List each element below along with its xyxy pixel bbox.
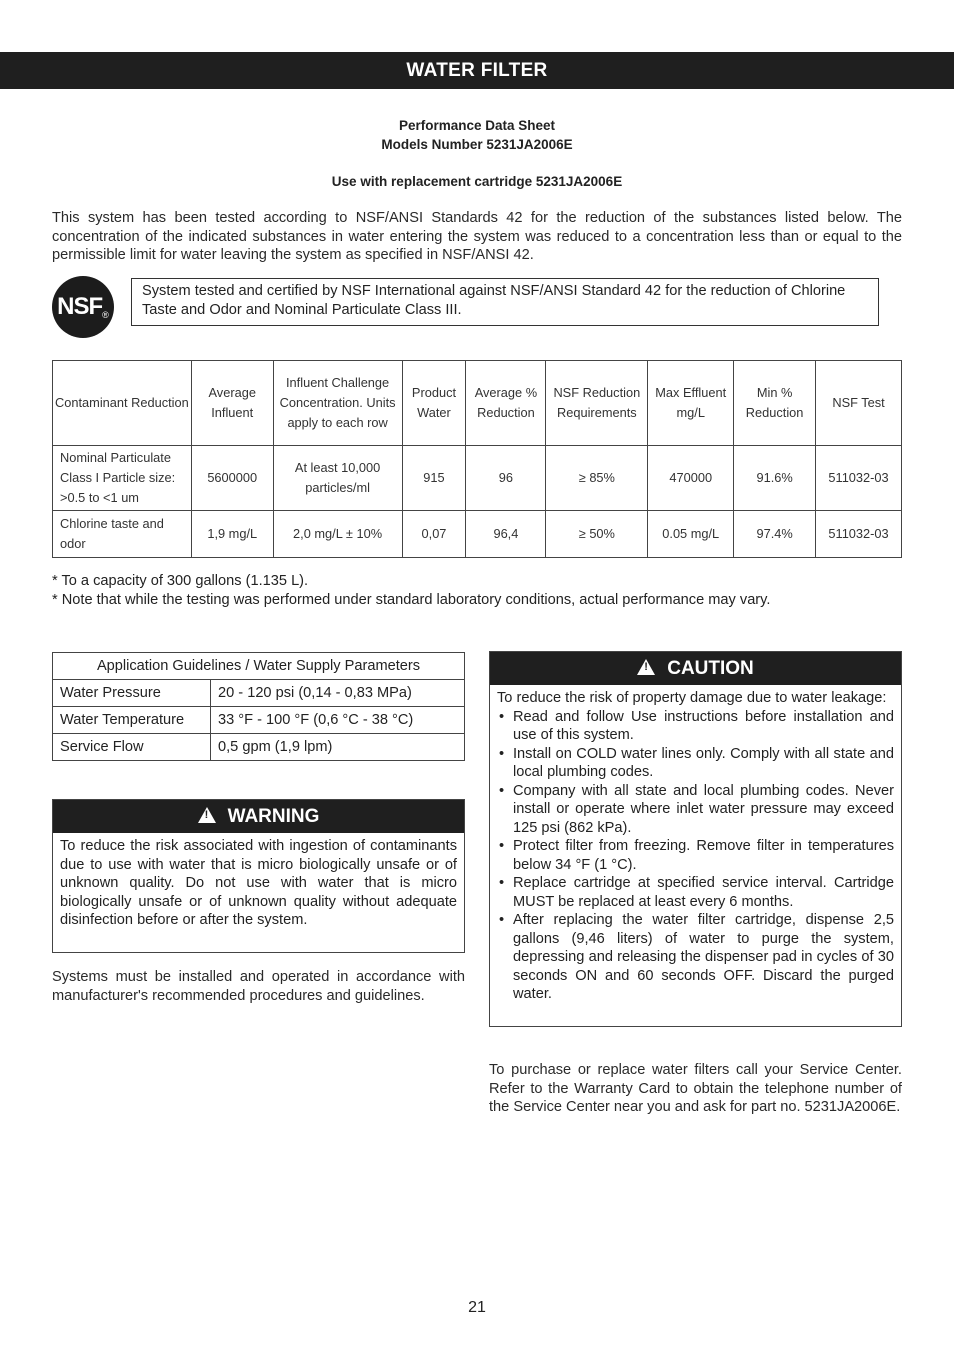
table-cell: ≥ 85%	[546, 446, 648, 511]
footnotes	[52, 572, 912, 610]
warning-box	[52, 799, 465, 953]
table-cell: 0.05 mg/L	[648, 511, 734, 558]
table-cell: At least 10,000 particles/ml	[273, 446, 402, 511]
table-cell: 511032-03	[816, 446, 902, 511]
parameter-value: 33 °F - 100 °F (0,6 °C - 38 °C)	[211, 707, 465, 734]
list-item: • Read and follow Use instructions before installation and use of this system.	[497, 708, 894, 745]
table-cell: ≥ 50%	[546, 511, 648, 558]
table-cell: 0,07	[402, 511, 466, 558]
page-title: WATER FILTER	[406, 60, 548, 81]
list-item: • Install on COLD water lines only. Comply with all state and local plumbing codes.	[497, 745, 894, 782]
parameter-label: Water Temperature	[53, 707, 211, 734]
warning-title: WARNING	[227, 806, 320, 827]
column-header: Min % Reduction	[734, 361, 816, 446]
table-cell: 470000	[648, 446, 734, 511]
column-header: Max Effluent mg/L	[648, 361, 734, 446]
caution-body	[490, 685, 901, 1006]
table-cell: 96	[466, 446, 546, 511]
header-bar	[0, 52, 954, 89]
footnote: * To a capacity of 300 gallons (1.135 L).	[52, 573, 309, 589]
parameter-value: 0,5 gpm (1,9 lpm)	[211, 734, 465, 761]
table-cell: 91.6%	[734, 446, 816, 511]
table-row	[53, 707, 465, 734]
column-header: Contaminant Reduction	[53, 361, 192, 446]
caution-list	[497, 708, 894, 1004]
caution-box	[489, 651, 902, 1027]
footnote: * Note that while the testing was performed under standard laboratory conditions, actual performance may vary.	[52, 592, 771, 608]
table-cell: 2,0 mg/L ± 10%	[273, 511, 402, 558]
table-header-row	[53, 653, 465, 680]
application-guidelines-table	[52, 652, 465, 761]
parameter-value: 20 - 120 psi (0,14 - 0,83 MPa)	[211, 680, 465, 707]
column-header: Influent Challenge Concentration. Units apply to each row	[273, 361, 402, 446]
list-item: • After replacing the water filter cartridge, dispense 2,5 gallons (9,46 liters) of water to purge the system, depressing and releasing the dispenser pad in cycles of 30 seconds ON and 60 seconds OFF. Discard the purged water.	[497, 911, 894, 1004]
caution-title: CAUTION	[667, 658, 754, 679]
column-header: Product Water	[402, 361, 466, 446]
replacement-cartridge: Use with replacement cartridge 5231JA2006E	[331, 174, 623, 189]
installation-note: Systems must be installed and operated in accordance with manufacturer's recommended procedures and guidelines.	[52, 969, 465, 1004]
warning-triangle-icon	[637, 659, 655, 675]
purchase-note: To purchase or replace water filters call your Service Center. Refer to the Warranty Card to obtain the telephone number of the Service Center near you and ask for part no. 5231JA2006E.	[489, 1062, 902, 1116]
table-row	[53, 446, 902, 511]
warning-triangle-icon	[198, 807, 216, 823]
table-cell: 97.4%	[734, 511, 816, 558]
page-number: 21	[468, 1299, 486, 1316]
table-cell: 1,9 mg/L	[191, 511, 273, 558]
caution-intro: To reduce the risk of property damage due to water leakage:	[497, 690, 887, 706]
parameter-label: Service Flow	[53, 734, 211, 761]
table-row	[53, 511, 902, 558]
column-header: NSF Reduction Requirements	[546, 361, 648, 446]
table-cell: Nominal Particulate Class I Particle size: >0.5 to <1 um	[53, 446, 192, 511]
parameter-label: Water Pressure	[53, 680, 211, 707]
table-header-row	[53, 361, 902, 446]
warning-header	[53, 800, 464, 833]
list-item: • Protect filter from freezing. Remove filter in temperatures below 34 °F (1 °C).	[497, 837, 894, 874]
nsf-logo: NSF®	[52, 276, 114, 338]
model-number: Models Number 5231JA2006E	[381, 137, 573, 152]
certification-box: System tested and certified by NSF International against NSF/ANSI Standard 42 for the reduction of Chlorine Taste and Odor and Nominal Particulate Class III.	[131, 278, 879, 326]
table-row	[53, 734, 465, 761]
table-cell: 915	[402, 446, 466, 511]
caution-header	[490, 652, 901, 685]
column-header: NSF Test	[816, 361, 902, 446]
table-cell: 96,4	[466, 511, 546, 558]
column-header: Average % Reduction	[466, 361, 546, 446]
warning-text: To reduce the risk associated with ingestion of contaminants due to use with water that is micro biologically unsafe or of unknown quality. Do not use with water that is micro biologically unsafe or of unknown quality without adequate disinfection before or after the system.	[60, 838, 457, 928]
table-cell: 511032-03	[816, 511, 902, 558]
table-row	[53, 680, 465, 707]
column-header: Average Influent	[191, 361, 273, 446]
list-item: • Company with all state and local plumbing codes. Never install or operate where inlet water pressure may exceed 125 psi (862 kPa).	[497, 782, 894, 838]
intro-paragraph: This system has been tested according to NSF/ANSI Standards 42 for the reduction of the substances listed below. The concentration of the indicated substances in water entering the system was reduced to a concentration less than or equal to the permissible limit for water leaving the system as specified in NSF/ANSI 42.	[52, 210, 902, 264]
table-title: Application Guidelines / Water Supply Parameters	[53, 653, 465, 680]
list-item: • Replace cartridge at specified service interval. Cartridge MUST be replaced at least every 6 months.	[497, 874, 894, 911]
performance-table	[52, 360, 902, 558]
table-cell: 5600000	[191, 446, 273, 511]
table-cell: Chlorine taste and odor	[53, 511, 192, 558]
data-sheet-title: Performance Data Sheet	[398, 118, 556, 133]
